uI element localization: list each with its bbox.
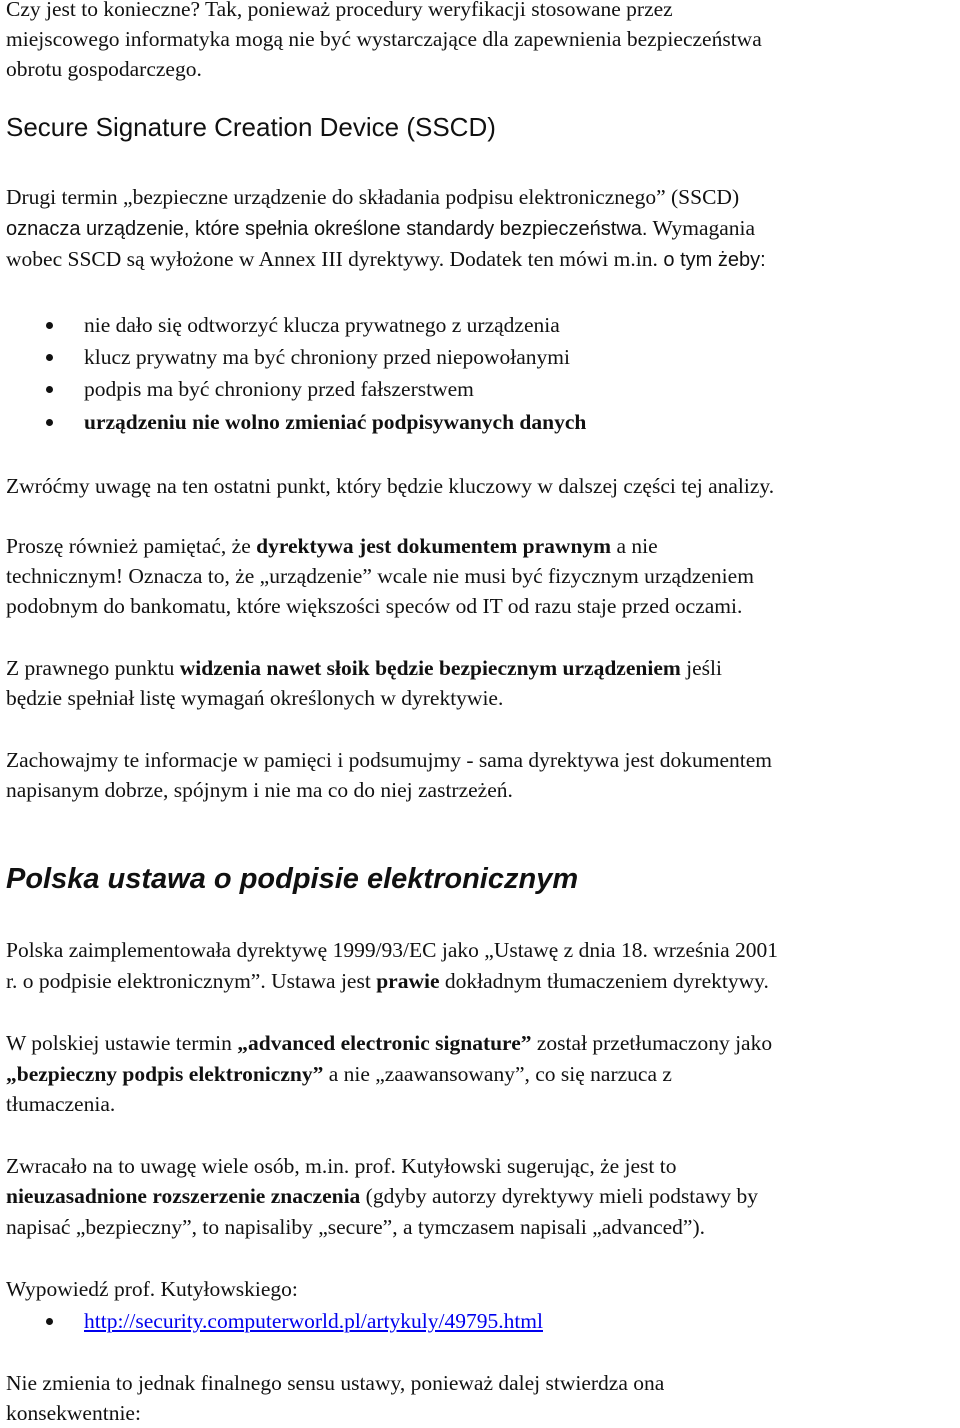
term-line-1: W polskiej ustawie termin „advanced electronic signature” został przetłumaczony jako xyxy=(6,1031,773,1055)
polska-para-line-2: r. o podpisie elektronicznym”. Ustawa jest prawie dokładnym tłumaczeniem dyrektywy. xyxy=(6,969,769,993)
legal-line-2: będzie spełniał listę wymagań określonych w dyrektywie. xyxy=(6,686,504,710)
bullet-item-1: nie dało się odtworzyć klucza prywatnego z urządzenia xyxy=(84,313,560,337)
summary-line-1: Zachowajmy te informacje w pamięci i podsumujmy - sama dyrektywa jest dokumentem xyxy=(6,748,773,772)
bullet-item-2: klucz prywatny ma być chroniony przed niepowołanymi xyxy=(84,345,570,369)
statement-link-item xyxy=(84,1306,543,1336)
bullet-marker xyxy=(46,1318,53,1325)
bullet-marker xyxy=(46,386,53,393)
sscd-para-line-2: oznacza urządzenie, które spełnia określone standardy bezpieczeństwa. Wymagania xyxy=(6,216,756,240)
bullet-item-3: podpis ma być chroniony przed fałszerstwem xyxy=(84,377,474,401)
critique-line-2: nieuzasadnione rozszerzenie znaczenia (gdyby autorzy dyrektywy mieli podstawy by xyxy=(6,1184,758,1208)
intro-line-1: Czy jest to konieczne? Tak, ponieważ procedury weryfikacji stosowane przez xyxy=(6,0,673,21)
intro-line-3: obrotu gospodarczego. xyxy=(6,57,202,81)
bullet-marker xyxy=(46,419,53,426)
reminder-line-3: podobnym do bankomatu, które większości speców od IT od razu staje przed oczami. xyxy=(6,594,743,618)
critique-line-1: Zwracało na to uwagę wiele osób, m.in. prof. Kutyłowski sugerując, że jest to xyxy=(6,1154,677,1178)
bullet-marker xyxy=(46,354,53,361)
reminder-line-2: technicznym! Oznacza to, że „urządzenie” wcale nie musi być fizycznym urządzeniem xyxy=(6,564,754,588)
intro-line-2: miejscowego informatyka mogą nie być wystarczające dla zapewnienia bezpieczeństwa xyxy=(6,27,762,51)
bullet-item-4: urządzeniu nie wolno zmieniać podpisywanych danych xyxy=(84,410,587,434)
sscd-para-line-1: Drugi termin „bezpieczne urządzenie do składania podpisu elektronicznego” (SSCD) xyxy=(6,185,740,209)
conclusion-line-1: Nie zmienia to jednak finalnego sensu ustawy, ponieważ dalej stwierdza ona xyxy=(6,1371,665,1395)
term-line-2: „bezpieczny podpis elektroniczny” a nie „zaawansowany”, co się narzuca z xyxy=(6,1062,672,1086)
polska-heading: Polska ustawa o podpisie elektronicznym xyxy=(6,863,579,895)
critique-line-3: napisać „bezpieczny”, to napisaliby „secure”, a tymczasem napisali „advanced”). xyxy=(6,1215,705,1239)
legal-line-1: Z prawnego punktu widzenia nawet słoik będzie bezpiecznym urządzeniem jeśli xyxy=(6,656,722,680)
bullet-marker xyxy=(46,322,53,329)
conclusion-line-2: konsekwentnie: xyxy=(6,1401,141,1425)
term-line-3: tłumaczenia. xyxy=(6,1092,116,1116)
summary-line-2: napisanym dobrze, spójnym i nie ma co do niej zastrzeżeń. xyxy=(6,778,513,802)
polska-para-line-1: Polska zaimplementowała dyrektywę 1999/93/EC jako „Ustawę z dnia 18. września 2001 xyxy=(6,938,779,962)
sscd-heading: Secure Signature Creation Device (SSCD) xyxy=(6,112,496,142)
sscd-para-line-3: wobec SSCD są wyłożone w Annex III dyrektywy. Dodatek ten mówi m.in. o tym żeby: xyxy=(6,247,766,271)
note-paragraph: Zwróćmy uwagę na ten ostatni punkt, który będzie kluczowy w dalszej części tej analizy. xyxy=(6,474,775,498)
computerworld-link[interactable]: http://security.computerworld.pl/artykuly/49795.html xyxy=(84,1309,543,1333)
reminder-line-1: Proszę również pamiętać, że dyrektywa jest dokumentem prawnym a nie xyxy=(6,534,658,558)
statement-label: Wypowiedź prof. Kutyłowskiego: xyxy=(6,1277,298,1301)
